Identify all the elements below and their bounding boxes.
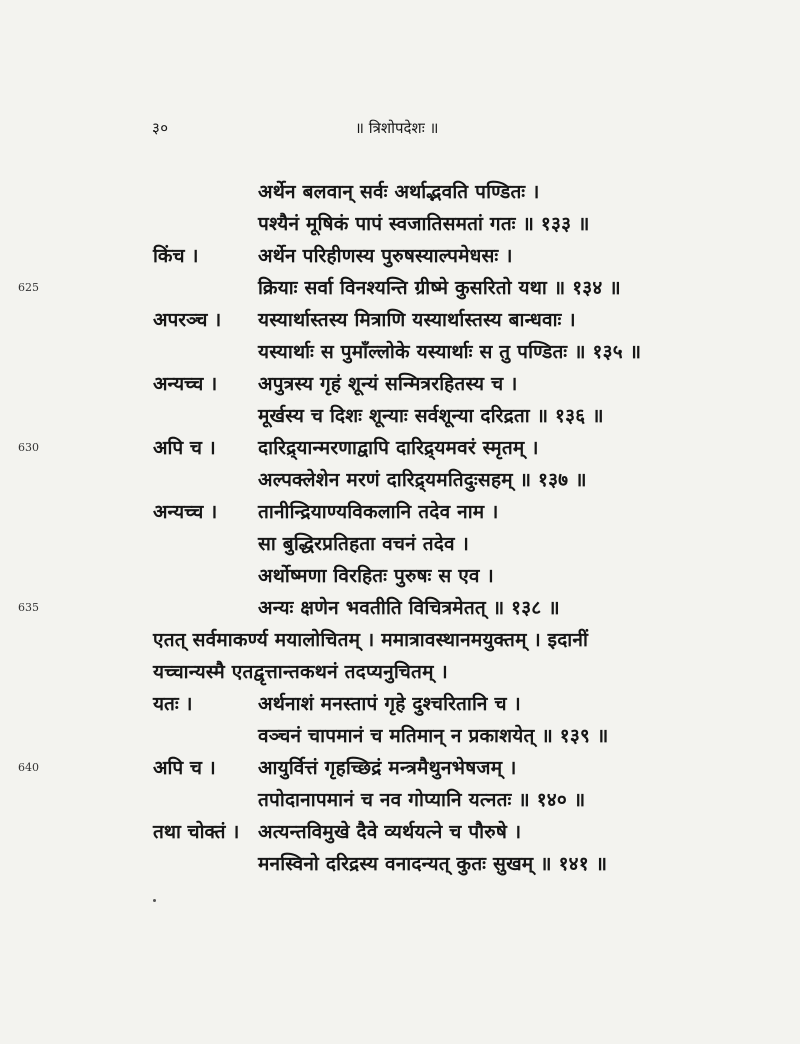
text-line xyxy=(0,656,800,688)
speaker-label: अन्यच्च । xyxy=(153,373,218,395)
verse-text: वञ्चनं चापमानं च मतिमान् न प्रकाशयेत् ॥ १३९ ॥ xyxy=(258,725,609,747)
text-line xyxy=(0,432,800,464)
verse-text: अन्यः क्षणेन भवतीति विचित्रमेतत् ॥ १३८ ॥ xyxy=(258,597,560,619)
verse-text: क्रियाः सर्वा विनश्यन्ति ग्रीष्मे कुसरितो यथा ॥ १३४ ॥ xyxy=(258,277,621,299)
text-line xyxy=(0,720,800,752)
page-number: ३० xyxy=(152,119,169,137)
verse-text: सा बुद्धिरप्रतिहता वचनं तदेव । xyxy=(258,533,470,555)
text-line xyxy=(0,688,800,720)
text-line xyxy=(0,784,800,816)
running-title: ॥ त्रिशोपदेशः ॥ xyxy=(355,119,439,137)
speaker-label: किंच । xyxy=(153,245,199,267)
speaker-label: अपि च । xyxy=(153,757,216,779)
verse-text: तपोदानापमानं च नव गोप्यानि यत्नतः ॥ १४० ॥ xyxy=(258,789,586,811)
verse-text: अर्थनाशं मनस्तापं गृहे दुश्चरितानि च । xyxy=(258,693,521,715)
text-line xyxy=(0,624,800,656)
verse-text: अर्थेन परिहीणस्य पुरुषस्याल्पमेधसः । xyxy=(258,245,513,267)
text-line xyxy=(0,368,800,400)
verse-text: अल्पक्लेशेन मरणं दारिद्र्यमतिदुःसहम् ॥ १३७ ॥ xyxy=(258,469,587,491)
verse-text: मूर्खस्य च दिशः शून्याः सर्वशून्या दरिद्रता ॥ १३६ ॥ xyxy=(258,405,604,427)
speaker-label: तथा चोक्तं । xyxy=(153,821,240,843)
text-line xyxy=(0,560,800,592)
text-line xyxy=(0,304,800,336)
verse-text: अपुत्रस्य गृहं शून्यं सन्मित्ररहितस्य च । xyxy=(258,373,518,395)
speaker-label: यतः । xyxy=(153,693,193,715)
speaker-label: अपि च । xyxy=(153,437,216,459)
text-line xyxy=(0,176,800,208)
text-line xyxy=(0,240,800,272)
speaker-label: अन्यच्च । xyxy=(153,501,218,523)
verse-text: यच्चान्यस्मै एतद्वृत्तान्तकथनं तदप्यनुचितम् । xyxy=(153,661,448,683)
verse-text: दारिद्र्यान्मरणाद्वापि दारिद्र्यमवरं स्मृतम् । xyxy=(258,437,539,459)
text-line xyxy=(0,208,800,240)
verse-text: अत्यन्तविमुखे दैवे व्यर्थयत्ने च पौरुषे । xyxy=(258,821,522,843)
text-line xyxy=(0,848,800,880)
text-line xyxy=(0,336,800,368)
text-line xyxy=(0,496,800,528)
verse-text: एतत् सर्वमाकर्ण्य मयालोचितम् । ममात्रावस्थानमयुक्तम् । इदानीं xyxy=(153,629,589,651)
text-line xyxy=(0,816,800,848)
margin-dot xyxy=(153,899,156,902)
text-line xyxy=(0,592,800,624)
speaker-label: अपरञ्च । xyxy=(153,309,222,331)
verse-text: यस्यार्थास्तस्य मित्राणि यस्यार्थास्तस्य बान्धवाः । xyxy=(258,309,576,331)
line-number: 640 xyxy=(18,761,39,774)
verse-text: यस्यार्थाः स पुमाँल्लोके यस्यार्थाः स तु पण्डितः ॥ १३५ ॥ xyxy=(258,341,642,363)
text-line xyxy=(0,400,800,432)
verse-text: अर्थोष्मणा विरहितः पुरुषः स एव । xyxy=(258,565,494,587)
verse-text: मनस्विनो दरिद्रस्य वनादन्यत् कुतः सुखम् ॥ १४१ ॥ xyxy=(258,853,608,875)
line-number: 635 xyxy=(18,601,39,614)
verse-text: अर्थेन बलवान् सर्वः अर्थाद्भवति पण्डितः । xyxy=(258,181,540,203)
text-line xyxy=(0,464,800,496)
verse-text: आयुर्वित्तं गृहच्छिद्रं मन्त्रमैथुनभेषजम् । xyxy=(258,757,517,779)
line-number: 625 xyxy=(18,281,39,294)
verse-text: तानीन्द्रियाण्यविकलानि तदेव नाम । xyxy=(258,501,499,523)
text-line xyxy=(0,528,800,560)
text-line xyxy=(0,272,800,304)
line-number: 630 xyxy=(18,441,39,454)
text-line xyxy=(0,752,800,784)
verse-text: पश्यैनं मूषिकं पापं स्वजातिसमतां गतः ॥ १३३ ॥ xyxy=(258,213,590,235)
